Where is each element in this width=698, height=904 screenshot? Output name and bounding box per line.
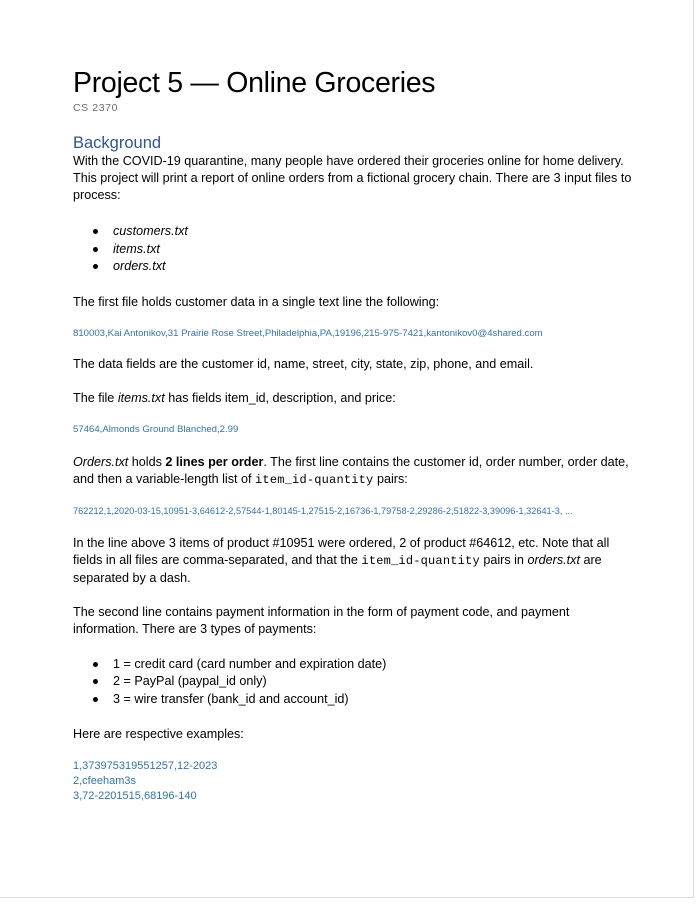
items-paragraph: The file items.txt has fields item_id, description, and price: xyxy=(73,390,396,405)
second-line-paragraph: The second line contains payment information in the form of payment code, and payment information. There are 3 types of payments: xyxy=(73,604,570,636)
data-fields-paragraph: The data fields are the customer id, name, street, city, state, zip, phone, and email. xyxy=(73,356,534,371)
customer-example: 810003,Kai Antonikov,31 Prairie Rose Street,Philadelphia,PA,19196,215-975-7421,kantonikov0@4shared.com xyxy=(73,327,543,339)
list-item: items.txt xyxy=(73,241,633,259)
section-heading-background: Background xyxy=(73,134,162,152)
bullet-icon xyxy=(93,697,98,702)
list-item: 3 = wire transfer (bank_id and account_id) xyxy=(73,691,633,709)
bullet-icon xyxy=(93,679,98,684)
page-title: Project 5 — Online Groceries xyxy=(73,67,436,99)
item-example: 57464,Almonds Ground Blanched,2.99 xyxy=(73,423,239,435)
intro-paragraph: With the COVID-19 quarantine, many people have ordered their groceries online for home delivery. This project will print a report of online orders from a fictional grocery chain. There are 3 input files to process: xyxy=(73,154,632,202)
list-item: 2 = PayPal (paypal_id only) xyxy=(73,673,633,691)
order-example: 762212,1,2020-03-15,10951-3,64612-2,57544-1,80145-1,27515-2,16736-1,79758-2,29286-2,51822-3,39096-1,32641-3, ... xyxy=(73,505,573,516)
note-paragraph: In the line above 3 items of product #10951 were ordered, 2 of product #64612, etc. Note that all fields in all files are comma-separated, and that the item_id-quantity pairs in orders.txt are separated by a dash. xyxy=(73,535,610,585)
files-list xyxy=(73,223,633,276)
list-item: customers.txt xyxy=(73,223,633,241)
document-content xyxy=(73,66,633,804)
bullet-icon xyxy=(93,662,98,667)
payment-example-paypal: 2,cfeeham3s xyxy=(73,775,136,787)
course-code: CS 2370 xyxy=(73,102,119,114)
bullet-icon xyxy=(93,264,98,269)
list-item: orders.txt xyxy=(73,258,633,276)
first-file-paragraph: The first file holds customer data in a single text line the following: xyxy=(73,294,440,309)
payments-list xyxy=(73,656,633,709)
bullet-icon xyxy=(93,247,98,252)
examples-intro: Here are respective examples: xyxy=(73,727,244,741)
bullet-icon xyxy=(93,229,98,234)
payment-example-credit: 1,373975319551257,12-2023 xyxy=(73,760,218,772)
payment-example-wire: 3,72-2201515,68196-140 xyxy=(73,790,197,802)
orders-paragraph: Orders.txt holds 2 lines per order. The first line contains the customer id, order number, order date, and then a variable-length list of item_id-quantity pairs: xyxy=(73,454,629,487)
list-item: 1 = credit card (card number and expiration date) xyxy=(73,656,633,674)
payment-examples xyxy=(73,759,633,804)
